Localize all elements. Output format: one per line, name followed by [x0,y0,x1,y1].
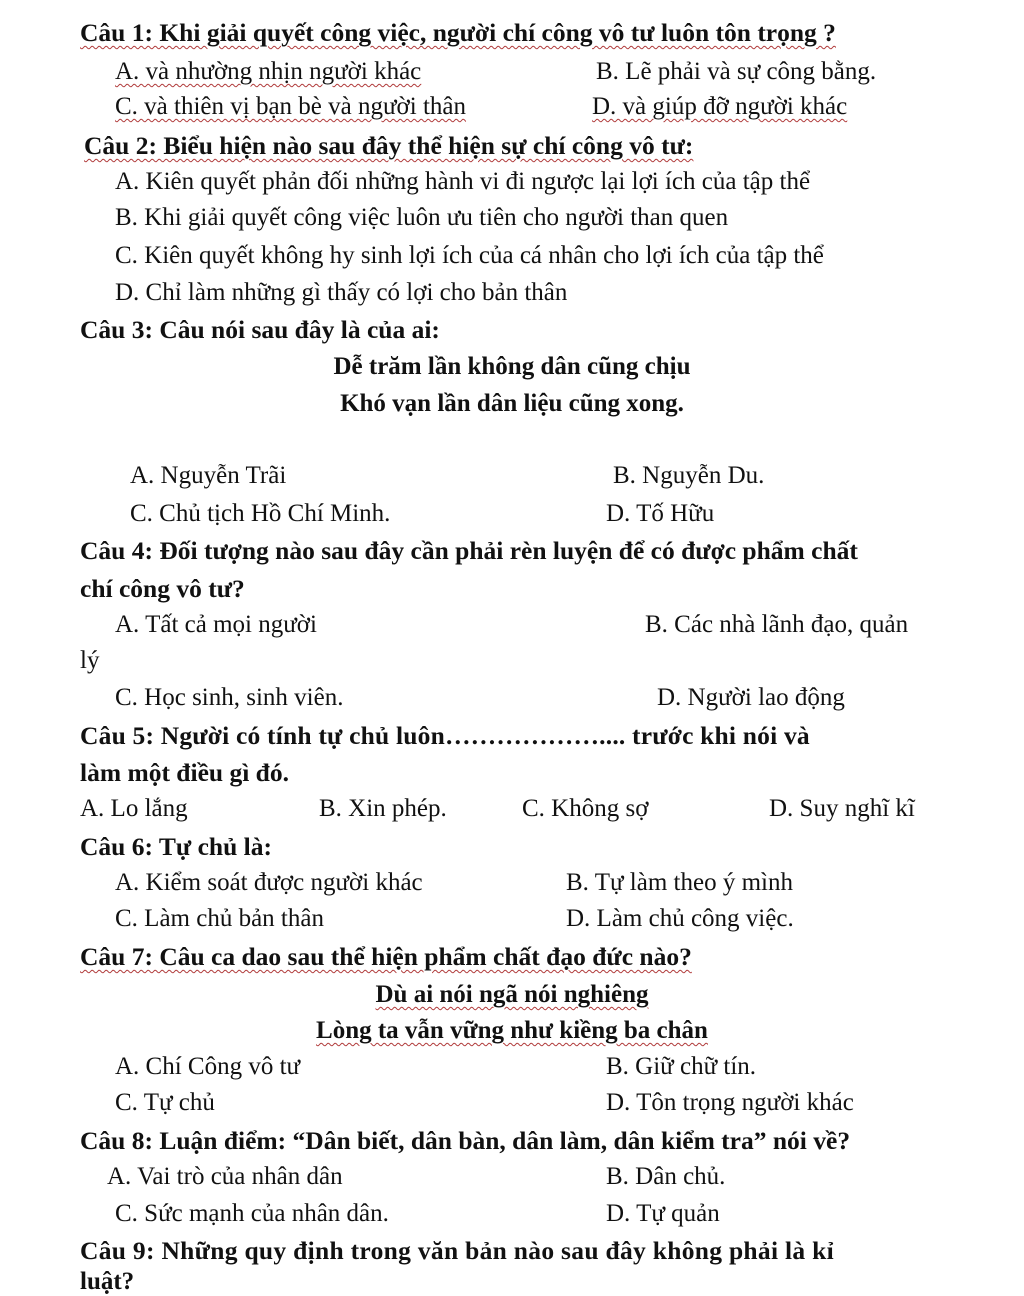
q3-option-c: C. Chủ tịch Hồ Chí Minh. [130,500,391,527]
q6-option-b: B. Tự làm theo ý mình [566,869,793,896]
q8-option-b: B. Dân chủ. [606,1163,726,1190]
q7-quote-line-2: Lòng ta vẫn vững như kiềng ba chân [316,1017,708,1044]
q7-option-c: C. Tự chủ [115,1089,215,1116]
q2-option-b: B. Khi giải quyết công việc luôn ưu tiên cho người than quen [115,204,729,231]
q3-option-a: A. Nguyễn Trãi [130,462,287,489]
q6-option-a: A. Kiểm soát được người khác [115,869,423,896]
q8-option-a: A. Vai trò của nhân dân [107,1163,343,1190]
q3-option-b: B. Nguyễn Du. [613,462,765,489]
q6-option-c: C. Làm chủ bản thân [115,905,324,932]
q8-question: Câu 8: Luận điểm: “Dân biết, dân bàn, dân làm, dân kiểm tra” nói về? [80,1126,851,1155]
q2-option-a: A. Kiên quyết phản đối những hành vi đi ngược lại lợi ích của tập thể [115,168,811,195]
q5-option-a: A. Lo lắng [80,795,188,822]
q9-cut-line: luật? [80,1268,135,1295]
q7-option-a: A. Chí Công vô tư [115,1053,301,1080]
q3-quote-line-2: Khó vạn lần dân liệu cũng xong. [340,390,684,417]
q4-option-b-continued: lý [80,647,100,674]
q3-question: Câu 3: Câu nói sau đây là của ai: [80,315,440,344]
q1-option-d: D. và giúp đỡ người khác [592,93,848,120]
q4-option-d: D. Người lao động [657,684,845,711]
q6-question: Câu 6: Tự chủ là: [80,832,272,861]
q5-option-c: C. Không sợ [522,795,649,822]
q2-option-d: D. Chỉ làm những gì thấy có lợi cho bản thân [115,279,568,306]
q8-option-c: C. Sức mạnh của nhân dân. [115,1200,389,1227]
q7-quote-line-1: Dù ai nói ngã nói nghiêng [375,981,649,1008]
q1-option-a: A. và nhường nhịn người khác [115,58,422,85]
q3-quote-line-1: Dễ trăm lần không dân cũng chịu [333,353,691,380]
q5-question-line-2: làm một điều gì đó. [80,758,289,787]
q6-option-d: D. Làm chủ công việc. [566,905,794,932]
q4-question-line-2: chí công vô tư? [80,574,245,603]
q9-question: Câu 9: Những quy định trong văn bản nào sau đây không phải là kỉ [80,1236,835,1265]
q2-question: Câu 2: Biểu hiện nào sau đây thể hiện sự chí công vô tư: [84,131,694,160]
q4-option-b: B. Các nhà lãnh đạo, quản [645,611,909,638]
q4-option-c: C. Học sinh, sinh viên. [115,684,344,711]
q1-option-b: B. Lẽ phải và sự công bằng. [596,58,877,85]
q4-question-line-1: Câu 4: Đối tượng nào sau đây cần phải rèn luyện để có được phẩm chất [80,536,858,565]
q2-option-c: C. Kiên quyết không hy sinh lợi ích của cá nhân cho lợi ích của tập thể [115,242,824,269]
q7-option-b: B. Giữ chữ tín. [606,1053,757,1080]
q5-option-b: B. Xin phép. [319,795,447,822]
q1-option-c: C. và thiên vị bạn bè và người thân [115,93,467,120]
q4-option-a: A. Tất cả mọi người [115,611,317,638]
q7-option-d: D. Tôn trọng người khác [606,1089,854,1116]
q3-option-d: D. Tố Hữu [606,500,715,527]
q7-question: Câu 7: Câu ca dao sau thể hiện phẩm chất đạo đức nào? [80,942,692,971]
q1-question: Câu 1: Khi giải quyết công việc, người chí công vô tư luôn tôn trọng ? [80,18,836,47]
q5-option-d: D. Suy nghĩ kĩ [769,795,915,822]
q5-question-line-1: Câu 5: Người có tính tự chủ luôn……………….... trước khi nói và [80,721,810,750]
q8-option-d: D. Tự quản [606,1200,720,1227]
